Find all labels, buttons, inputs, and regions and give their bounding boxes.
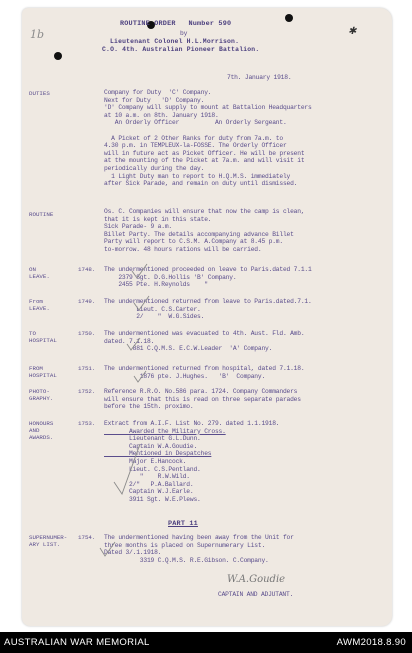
on-leave-line: 2455 Pte. H.Reynolds " (104, 281, 208, 289)
item-number: 1749. (78, 298, 96, 305)
section-label-supernumerary: SUPERNUMER- ARY LIST. (29, 534, 68, 548)
section-label-duties: DUTIES (29, 90, 50, 97)
to-hospital-line: The undermentioned was evacuated to 4th. Aust. Fld. Amb. (104, 330, 305, 337)
to-hospital-line: dated. 7.1.18. (104, 337, 155, 345)
honours-line: 2/" P.A.Ballard. (104, 480, 194, 488)
duties-line: 4.30 p.m. in TEMPLEUX-la-FOSSE. The Orderly Officer (104, 142, 287, 150)
pencil-note: 1b (30, 28, 45, 41)
section-label-on-leave: ON LEAVE. (29, 266, 50, 280)
duties-line: periodically during the day. (104, 165, 205, 172)
routine-line: that it is kept in this state. (104, 215, 212, 223)
duties-line: 1 Light Duty man to report to H.Q.M.S. immediately (104, 172, 291, 180)
handwritten-signature: W.A.Goudie (227, 574, 286, 585)
order-officer: Lieutenant Colonel H.L.Morrison. (110, 38, 240, 45)
item-number: 1751. (78, 365, 96, 372)
section-label-to-hospital: TO HOSPITAL (29, 330, 57, 344)
item-number: 1754. (78, 534, 96, 541)
duties-line: at the mounting of the Picket at 7a.m. and will visit it (104, 157, 305, 165)
section-label-honours: HONOURS AND AWARDS. (29, 420, 54, 441)
order-unit: C.O. 4th. Australian Pioneer Battalion. (102, 46, 260, 53)
duties-line: Next for Duty 'D' Company. (104, 96, 205, 104)
honours-line: Awarded the Military Cross. (104, 427, 226, 435)
document-page (22, 8, 392, 626)
honours-line: Mentioned in Despatches (104, 450, 212, 458)
duties-line: 'D' Company will supply to mount at Battalion Headquarters (104, 104, 312, 112)
archive-footer (0, 632, 412, 653)
to-hospital-line: 881 C.Q.M.S. E.C.W.Leader 'A' Company. (104, 345, 273, 353)
section-label-routine: ROUTINE (29, 211, 54, 218)
from-leave-line: 2/ " W.G.Sides. (104, 313, 205, 321)
order-date: 7th. January 1918. (227, 74, 292, 81)
from-leave-line: Lieut. C.S.Carter. (104, 305, 201, 313)
honours-line: Captain W.A.Goudie. (104, 442, 198, 450)
honours-line: Captain W.J.Earle. (104, 488, 194, 496)
duties-line: A Picket of 2 Other Ranks for duty from 7a.m. to (104, 134, 283, 142)
item-number: 1752. (78, 388, 96, 395)
footer-catalogue-id: AWM2018.8.90 (336, 637, 406, 648)
pencil-tick-marks (22, 8, 392, 626)
honours-line: Extract from A.I.F. List No. 279. dated 1.1.1918. (104, 420, 280, 427)
duties-line: An Orderly Officer An Orderly Sergeant. (104, 119, 287, 127)
routine-line: Party will report to C.S.M. A.Company at 8.45 p.m. (104, 238, 283, 246)
item-number: 1750. (78, 330, 96, 337)
order-title: ROUTINE ORDER Number 590 (120, 20, 232, 28)
routine-line: to-morrow. 48 hours rations will be carried. (104, 246, 262, 253)
supernumerary-line: Dated 3/.1.1918. (104, 549, 162, 557)
on-leave-line: 2379 Sgt. D.G.Hollis 'B' Company. (104, 273, 237, 281)
honours-line: " R.W.Wild. (104, 473, 190, 481)
item-number: 1753. (78, 420, 96, 427)
routine-line: Billet Party. The details accompanying advance Billet (104, 230, 294, 238)
item-number: 1748. (78, 266, 96, 273)
duties-line: at 10 a.m. on 8th. January 1918. (104, 111, 219, 119)
supernumerary-line: three months is placed on Supernumerary List. (104, 541, 266, 549)
section-label-photography: PHOTO- GRAPHY. (29, 388, 54, 402)
duties-line: will in future act as Picket Officer. He will be present (104, 149, 305, 157)
honours-line: Lieutenant G.L.Dunn. (104, 435, 201, 443)
photography-line: will ensure that this is read on three separate parades (104, 395, 301, 403)
photography-line: before the 15th. proximo. (104, 403, 194, 411)
routine-line: Sick Parade- 9 a.m. (104, 223, 172, 231)
from-hospital-line: The undermentioned returned from hospital, dated 7.1.18. (104, 365, 305, 372)
signature-title: CAPTAIN AND ADJUTANT. (218, 591, 294, 598)
honours-line: 3911 Sgt. W.E.Plews. (104, 496, 201, 503)
photography-line: Reference R.R.O. No.586 para. 1724. Company Commanders (104, 388, 298, 395)
footer-institution: AUSTRALIAN WAR MEMORIAL (4, 637, 150, 648)
from-leave-line: The undermentioned returned from leave to Paris.dated.7.1. (104, 298, 312, 305)
from-hospital-line: 1876 pte. J.Hughes. 'B' Company. (104, 372, 266, 380)
section-label-from-hospital: FROM HOSPITAL (29, 365, 57, 379)
supernumerary-line: The undermentioned having been away from the Unit for (104, 534, 294, 541)
routine-line: Os. C. Companies will ensure that now the camp is clean, (104, 208, 305, 215)
supernumerary-line: 3319 C.Q.M.S. R.E.Gibson. C.Company. (104, 556, 269, 564)
on-leave-line: The undermentioned proceeded on leave to Paris.dated 7.1.1 (104, 266, 312, 273)
pencil-mark: ✱ (348, 26, 357, 37)
honours-line: Lieut. C.S.Pentland. (104, 465, 201, 473)
part-heading: PART 11 (168, 520, 198, 528)
honours-line: Major E.Hancock. (104, 458, 187, 465)
duties-line: after Sick Parade, and remain on duty until dismissed. (104, 180, 298, 188)
duties-line: Company for Duty 'C' Company. (104, 89, 212, 96)
order-by: by (180, 30, 188, 37)
section-label-from-leave: From LEAVE. (29, 298, 50, 312)
